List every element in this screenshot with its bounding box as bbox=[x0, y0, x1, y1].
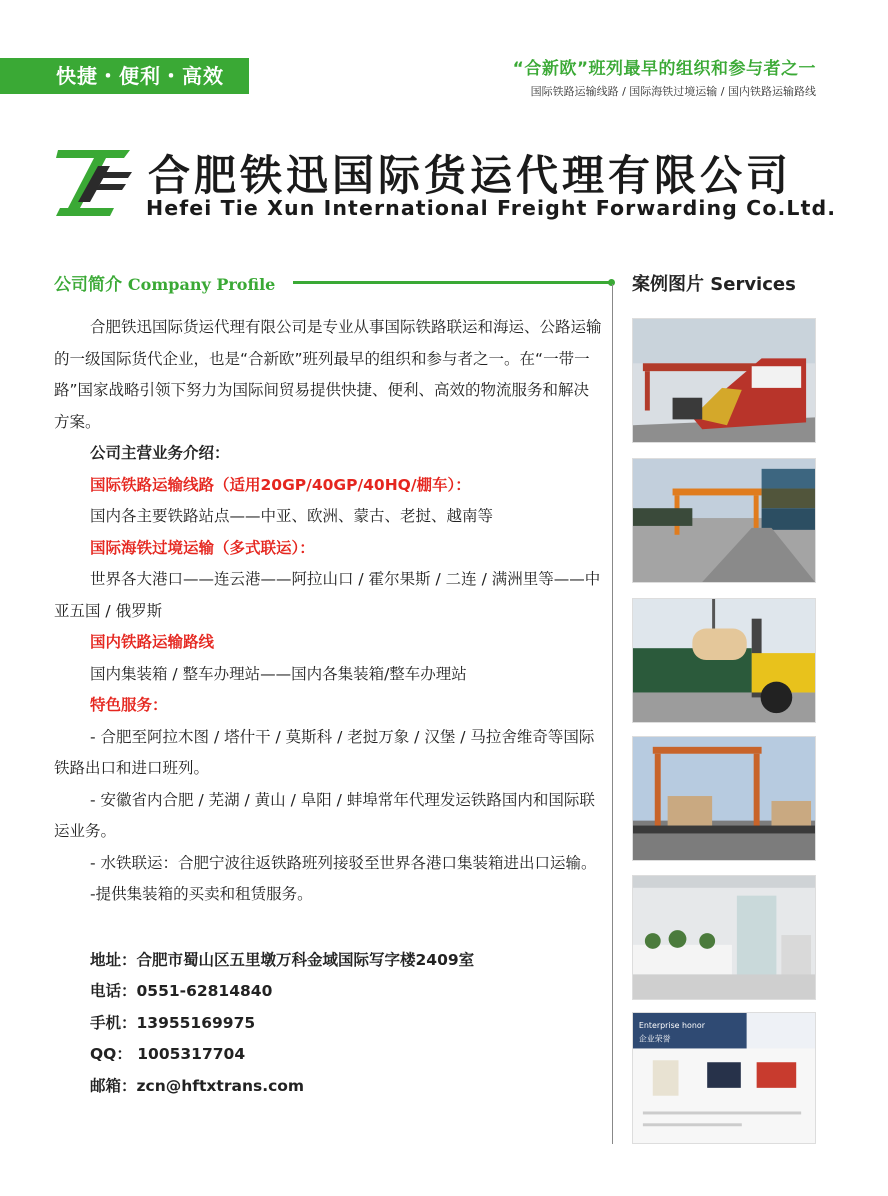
honor-cn: 企业荣誉 bbox=[638, 1034, 671, 1044]
photo-loader bbox=[632, 598, 816, 723]
business-heading: 公司主营业务介绍： bbox=[90, 444, 230, 462]
company-logo-icon bbox=[54, 150, 134, 216]
special-item-4: -提供集装箱的买卖和租赁服务。 bbox=[90, 885, 313, 903]
contact-mobile: 手机：13955169975 bbox=[90, 1013, 256, 1032]
section-divider bbox=[293, 281, 613, 284]
special-heading: 特色服务： bbox=[90, 696, 168, 714]
photo-honor bbox=[632, 1012, 816, 1144]
domestic-heading: 国内铁路运输路线 bbox=[90, 633, 215, 651]
honor-en: Enterprise honor bbox=[638, 1020, 705, 1030]
contact-phone: 电话：0551-62814840 bbox=[90, 982, 273, 1000]
special-item-3: - 水铁联运：合肥宁波往返铁路班列接驳至世界各港口集装箱进出口运输。 bbox=[90, 853, 597, 872]
intro-paragraph: 合肥铁迅国际货运代理有限公司是专业从事国际铁路联运和海运、公路运输的一级国际货代企业，也是“合新欧”班列最早的组织和参与者之一。在“一带一路”国家战略引领下努力为国际间贸易提供快捷、便利、高效的物流服务和解决方案。 bbox=[54, 318, 602, 431]
slogan-bar: 快捷・便利・高效 bbox=[0, 58, 249, 94]
company-name-en: Hefei Tie Xun International Freight Forwarding Co.Ltd. bbox=[146, 196, 837, 220]
photo-container-yard bbox=[632, 458, 816, 583]
profile-title-cn: 公司简介 bbox=[54, 275, 122, 295]
rail-intl-text: 国内各主要铁路站点——中亚、欧洲、蒙古、老挝、越南等 bbox=[90, 507, 494, 525]
column-divider bbox=[612, 284, 613, 1144]
domestic-text: 国内集装箱 / 整车办理站——国内各集装箱/整车办理站 bbox=[90, 664, 467, 683]
profile-body bbox=[54, 312, 602, 1102]
services-title: 案例图片 Services bbox=[632, 274, 796, 295]
photo-gantry-crates bbox=[632, 736, 816, 861]
photo-locomotive bbox=[632, 318, 816, 443]
contact-email: 邮箱：zcn@hftxtrans.com bbox=[90, 1076, 305, 1095]
header-tagline bbox=[513, 54, 816, 99]
photo-office bbox=[632, 875, 816, 1000]
contact-address: 地址：合肥市蜀山区五里墩万科金域国际写字楼2409室 bbox=[90, 950, 475, 969]
special-item-2: - 安徽省内合肥 / 芜湖 / 黄山 / 阜阳 / 蚌埠常年代理发运铁路国内和国际联运业务。 bbox=[54, 790, 595, 840]
contact-qq: QQ： 1005317704 bbox=[90, 1045, 246, 1063]
company-name-cn: 合肥铁迅国际货运代理有限公司 bbox=[148, 151, 793, 200]
headline: “合新欧”班列最早的组织和参与者之一 bbox=[512, 59, 816, 79]
profile-title-en: Company Profile bbox=[127, 275, 276, 294]
sea-rail-heading: 国际海铁过境运输（多式联运）： bbox=[90, 538, 315, 557]
sea-rail-text: 世界各大港口——连云港——阿拉山口 / 霍尔果斯 / 二连 / 满洲里等——中亚五国 / 俄罗斯 bbox=[54, 570, 601, 620]
profile-title bbox=[54, 270, 275, 295]
subline: 国际铁路运输线路 / 国际海铁过境运输 / 国内铁路运输路线 bbox=[530, 85, 816, 98]
special-item-1: - 合肥至阿拉木图 / 塔什干 / 莫斯科 / 老挝万象 / 汉堡 / 马拉舍维奇等国际铁路出口和进口班列。 bbox=[54, 727, 595, 777]
rail-intl-heading: 国际铁路运输线路（适用20GP/40GP/40HQ/棚车）： bbox=[90, 475, 471, 494]
